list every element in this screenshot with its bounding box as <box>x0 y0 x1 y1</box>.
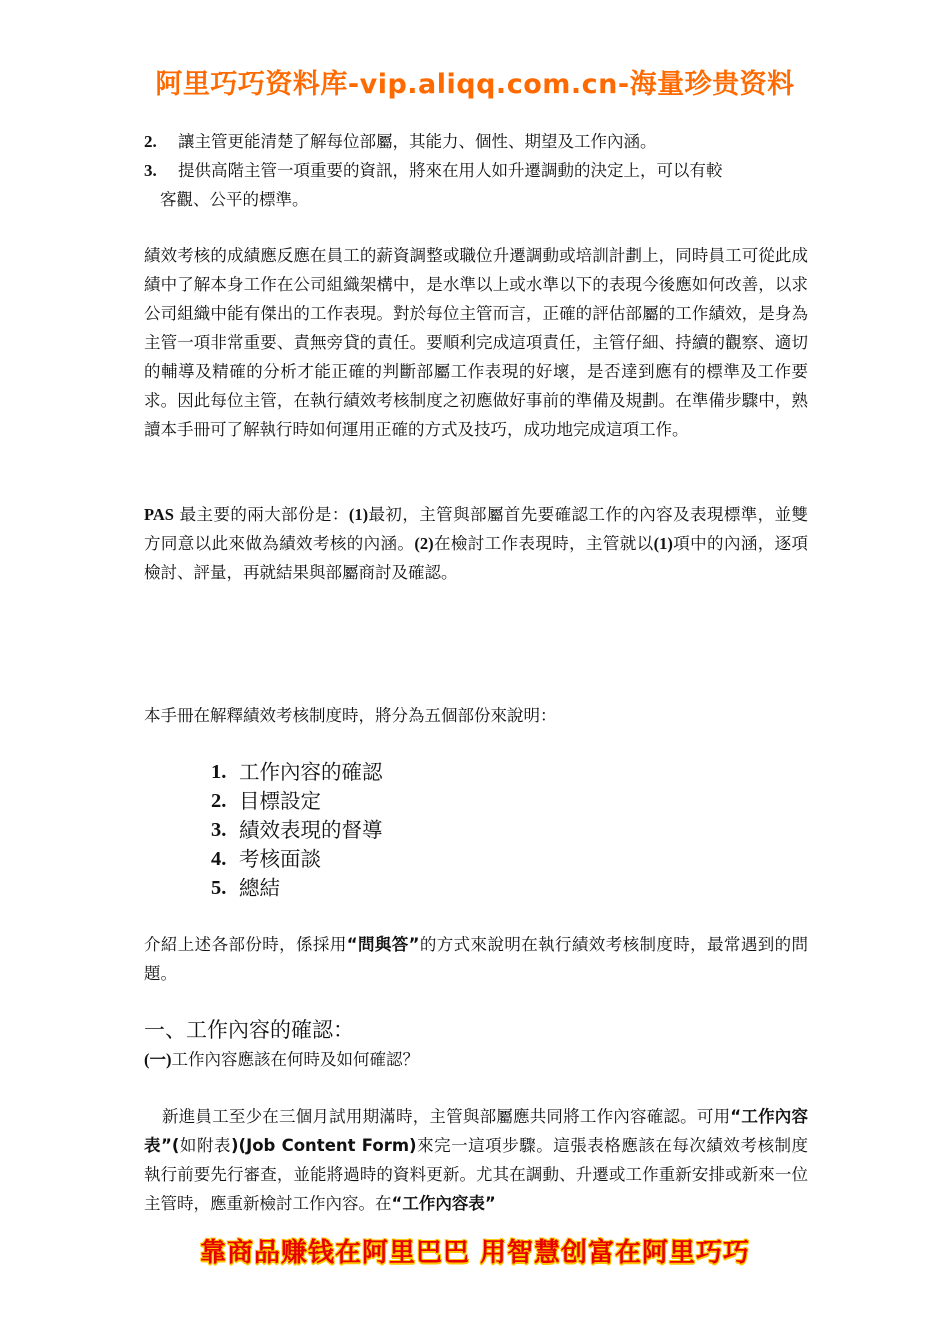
list-item <box>211 758 383 787</box>
list-text: 目標設定 <box>239 789 321 813</box>
list-text: 工作內容的確認 <box>239 760 383 784</box>
paragraph-manual: 本手冊在解釋績效考核制度時，將分為五個部份來說明： <box>144 706 557 725</box>
intro-text: 介紹上述各部份時，係採用 <box>144 935 347 954</box>
paragraph-intro <box>144 930 808 988</box>
list-number: 2. <box>144 132 157 151</box>
list-item <box>211 816 383 845</box>
pas-text: 最初，主管與部屬首先要確認工作的內容及表現標準，並雙方同意以此來做為績效考核的內涵。 <box>144 505 809 553</box>
pas-text: 項中的內涵，逐項檢討、評量，再就結果與部屬商討及確認。 <box>144 534 809 582</box>
list-number: 2. <box>211 790 227 812</box>
list-number: 4. <box>211 848 227 870</box>
section-heading: 一、工作內容的確認： <box>144 1018 354 1042</box>
list-text: 考核面談 <box>239 847 321 871</box>
pas-num: (2) <box>414 534 434 553</box>
paragraph-pas <box>144 500 808 587</box>
para-text: 來完一這項步驟。這張表格應該在每次績效考核制度執行前要先行審查，並能將過時的資料更新。尤其在調動、升遷或工作重新安排或新來一位主管時，應重新檢討工作內容。在 <box>144 1136 809 1213</box>
parts-list <box>211 758 383 903</box>
pas-text: 最主要的兩大部份是： <box>173 505 349 524</box>
para-text: 如附表 <box>179 1136 231 1155</box>
para-text: 新進員工至少在三個月試用期滿時，主管與部屬應共同將工作內容確認。可用 <box>162 1107 731 1126</box>
list-number: 1. <box>211 761 227 783</box>
intro-quote: “問與答” <box>346 935 420 954</box>
list-number: 5. <box>211 877 227 899</box>
top-list <box>144 127 808 214</box>
list-text: 績效表現的督導 <box>239 818 383 842</box>
intro-text: 的方式來說明在執行績效考核制度時，最常遇到的問題。 <box>144 935 809 983</box>
list-text-continuation: 客觀、公平的標準。 <box>160 190 309 209</box>
para-bold: “工作內容表” <box>391 1194 496 1213</box>
list-item <box>144 127 808 156</box>
list-item <box>211 845 383 874</box>
paragraph-performance: 績效考核的成績應反應在員工的薪資調整或職位升遷調動或培訓計劃上，同時員工可從此成績中了解本身工作在公司組織架構中，是水準以上或水準以下的表現今後應如何改善，以求公司組織中能有傑出的工作表現。對於每位主管而言，正確的評估部屬的工作績效，是身為主管一項非常重要、責無旁貸的責任。要順利完成這項責任，主管仔細、持續的觀察、適切的輔導及精確的分析才能正確的判斷部屬工作表現的好壞，是否達到應有的標準及工作要求。因此每位主管，在執行績效考核制度之初應做好事前的準備及規劃。在準備步驟中，熟讀本手冊可了解執行時如何運用正確的方式及技巧，成功地完成這項工作。 <box>144 246 808 439</box>
list-text: 總結 <box>239 876 280 900</box>
subsection-text: 工作內容應該在何時及如何確認？ <box>171 1050 419 1069</box>
pas-num: (1) <box>348 505 369 524</box>
para-bold: “工作內容表”( <box>144 1107 808 1155</box>
header-banner: 阿里巧巧资料库-vip.aliqq.com.cn-海量珍贵资料 <box>155 69 795 100</box>
subsection-heading <box>144 1046 808 1074</box>
pas-num: (1) <box>653 534 673 553</box>
pas-label: PAS <box>144 505 174 524</box>
list-item <box>144 156 808 185</box>
pas-text: 在檢討工作表現時，主管就以 <box>433 534 654 553</box>
footer-banner: 靠商品赚钱在阿里巴巴 用智慧创富在阿里巧巧 <box>199 1238 751 1268</box>
list-item <box>211 874 383 903</box>
list-text: 讓主管更能清楚了解每位部屬，其能力、個性、期望及工作內涵。 <box>178 132 657 151</box>
list-number: 3. <box>211 819 227 841</box>
list-number: 3. <box>144 161 157 180</box>
paragraph-job-content <box>144 1102 808 1218</box>
list-text: 提供高階主管一項重要的資訊，將來在用人如升遷調動的決定上，可以有較 <box>178 161 723 180</box>
subsection-number: (一) <box>144 1050 172 1069</box>
list-item <box>211 787 383 816</box>
para-bold: )(Job Content Form) <box>230 1136 417 1155</box>
